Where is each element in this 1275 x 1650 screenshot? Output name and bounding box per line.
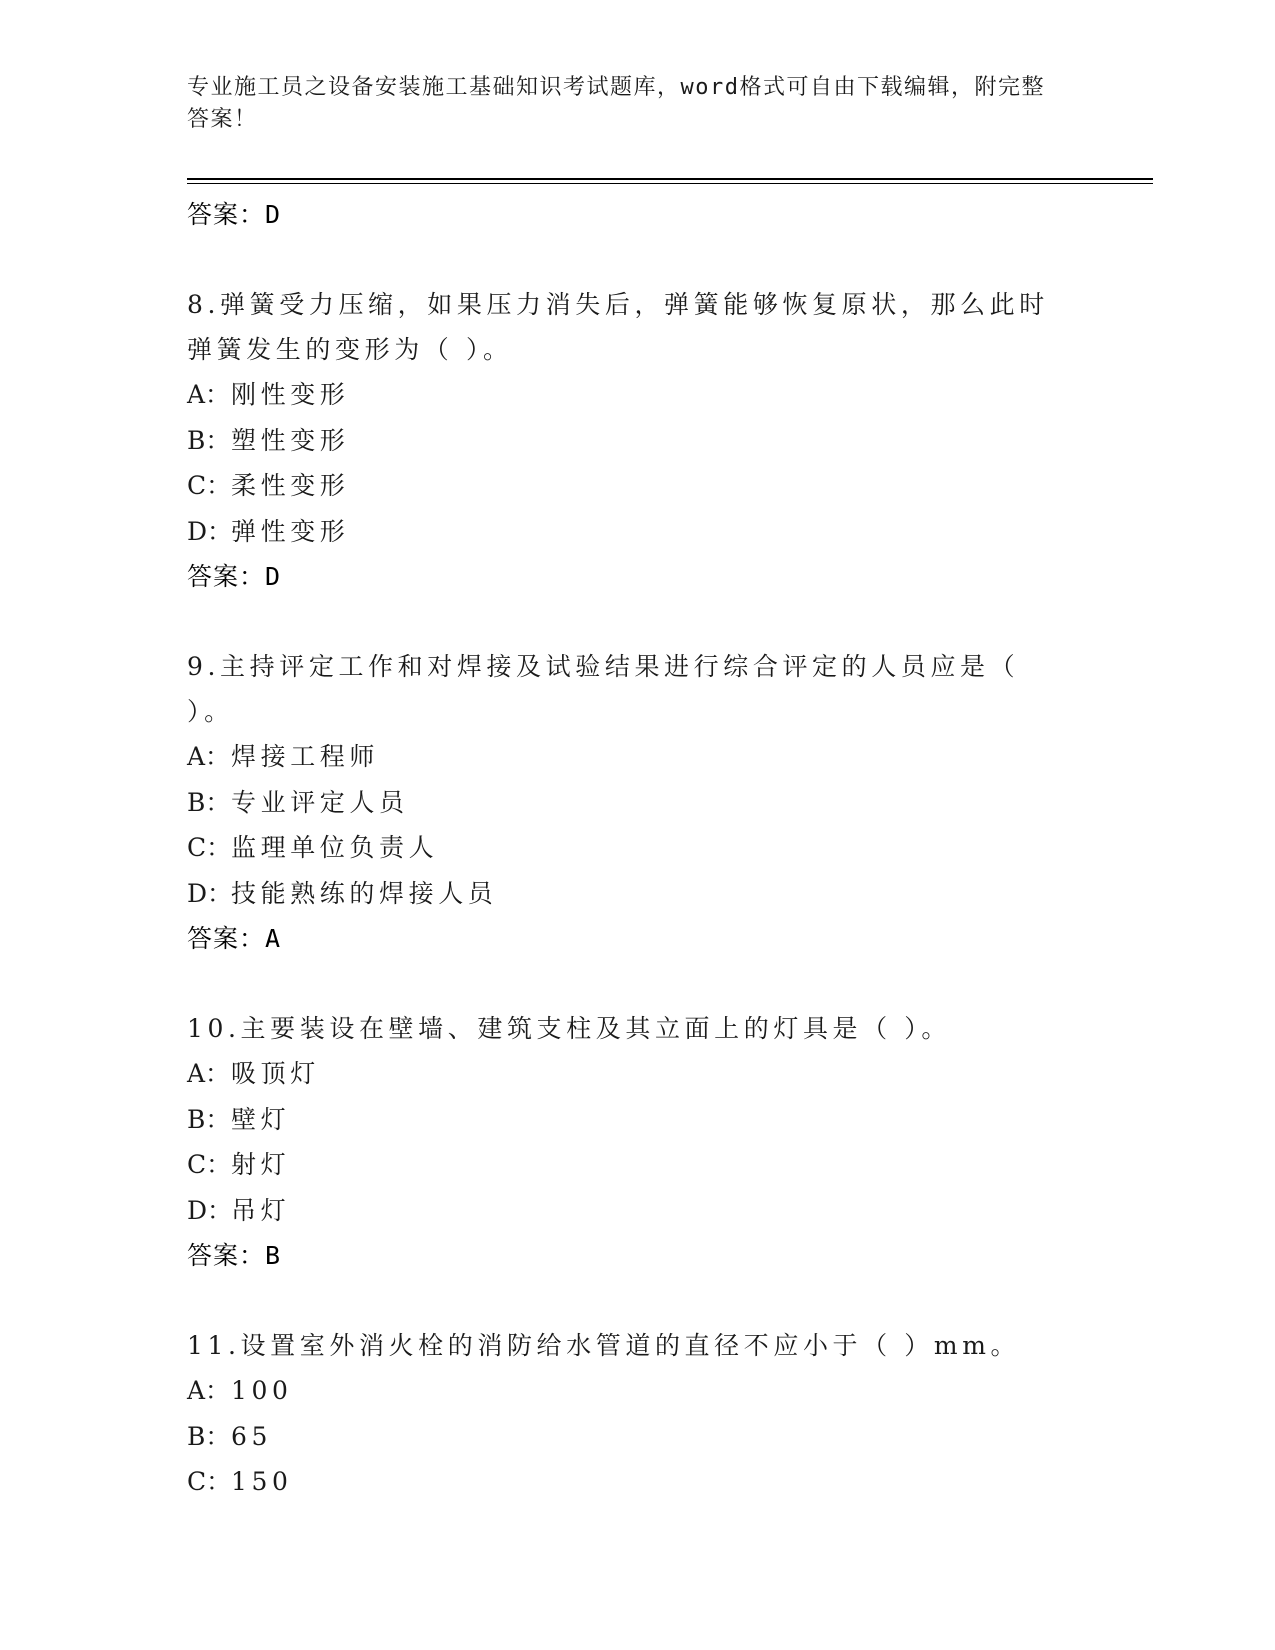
option-text: 100 [231, 1376, 293, 1405]
option-b [187, 1097, 1087, 1143]
option-text: 焊接工程师 [231, 742, 380, 771]
option-key: B： [187, 787, 231, 817]
option-key: C： [187, 1467, 232, 1496]
option-key: D： [187, 516, 233, 546]
question-answer [187, 1233, 1087, 1279]
question-block-8 [187, 282, 1087, 600]
answer-label: 答案： [187, 200, 266, 229]
option-text: 吊灯 [231, 1195, 291, 1225]
header-divider-thick [187, 178, 1153, 180]
option-key: C： [187, 1150, 232, 1179]
spacer [187, 1279, 1087, 1323]
question-stem: 10.主要装设在壁墙、建筑支柱及其立面上的灯具是（ ）。 [187, 1014, 952, 1043]
question-stem: 8.弹簧受力压缩，如果压力消失后，弹簧能够恢复原状，那么此时弹簧发生的变形为（ ）。 [187, 290, 1049, 364]
option-text: 技能熟练的焊接人员 [231, 878, 498, 908]
question-block-10 [187, 1006, 1087, 1279]
option-text: 监理单位负责人 [231, 833, 439, 862]
option-d [187, 1188, 1087, 1234]
option-key: A： [187, 1376, 231, 1405]
option-text: 射灯 [231, 1150, 291, 1179]
option-key: D： [187, 878, 233, 908]
option-key: A： [187, 1059, 231, 1088]
option-d [187, 871, 1087, 917]
option-text: 刚性变形 [231, 380, 350, 409]
option-b [187, 418, 1087, 464]
option-key: D： [187, 1195, 233, 1225]
option-c [187, 463, 1087, 509]
question-list [187, 192, 1087, 1505]
answer-value: D [265, 562, 282, 591]
option-key: B： [187, 1421, 231, 1451]
option-key: C： [187, 833, 232, 862]
previous-answer [187, 192, 1087, 238]
option-c [187, 1459, 1087, 1505]
option-c [187, 825, 1087, 871]
answer-label: 答案： [187, 924, 266, 953]
option-key: C： [187, 471, 232, 500]
option-a [187, 734, 1087, 780]
option-key: A： [187, 380, 231, 409]
option-key: A： [187, 742, 231, 771]
option-text: 专业评定人员 [231, 787, 409, 817]
answer-label: 答案： [187, 1241, 266, 1270]
spacer [187, 962, 1087, 1006]
answer-value: B [265, 1241, 282, 1270]
page-header-title: 专业施工员之设备安装施工基础知识考试题库，word格式可自由下载编辑，附完整答案！ [187, 75, 1045, 132]
option-a [187, 1368, 1087, 1414]
question-stem: 11.设置室外消火栓的消防给水管道的直径不应小于（ ）mm。 [187, 1331, 1021, 1360]
spacer [187, 600, 1087, 644]
option-key: B： [187, 1104, 231, 1134]
option-text: 柔性变形 [231, 471, 350, 500]
option-b [187, 1414, 1087, 1460]
question-answer [187, 554, 1087, 600]
answer-value: A [265, 924, 282, 953]
option-text: 65 [231, 1421, 273, 1451]
option-text: 弹性变形 [231, 516, 350, 546]
answer-value: D [265, 200, 282, 229]
option-b [187, 780, 1087, 826]
option-a [187, 372, 1087, 418]
option-text: 塑性变形 [231, 425, 350, 455]
option-text: 150 [231, 1467, 293, 1496]
header-divider-thin [187, 183, 1153, 184]
option-key: B： [187, 425, 231, 455]
option-c [187, 1142, 1087, 1188]
option-text: 壁灯 [231, 1104, 291, 1134]
option-text: 吸顶灯 [231, 1059, 320, 1088]
question-answer [187, 916, 1087, 962]
option-d [187, 509, 1087, 555]
spacer [187, 238, 1087, 282]
option-a [187, 1051, 1087, 1097]
question-stem: 9.主持评定工作和对焊接及试验结果进行综合评定的人员应是（ ）。 [187, 652, 1020, 726]
question-block-9 [187, 644, 1087, 962]
question-block-11 [187, 1323, 1087, 1505]
answer-label: 答案： [187, 562, 266, 591]
